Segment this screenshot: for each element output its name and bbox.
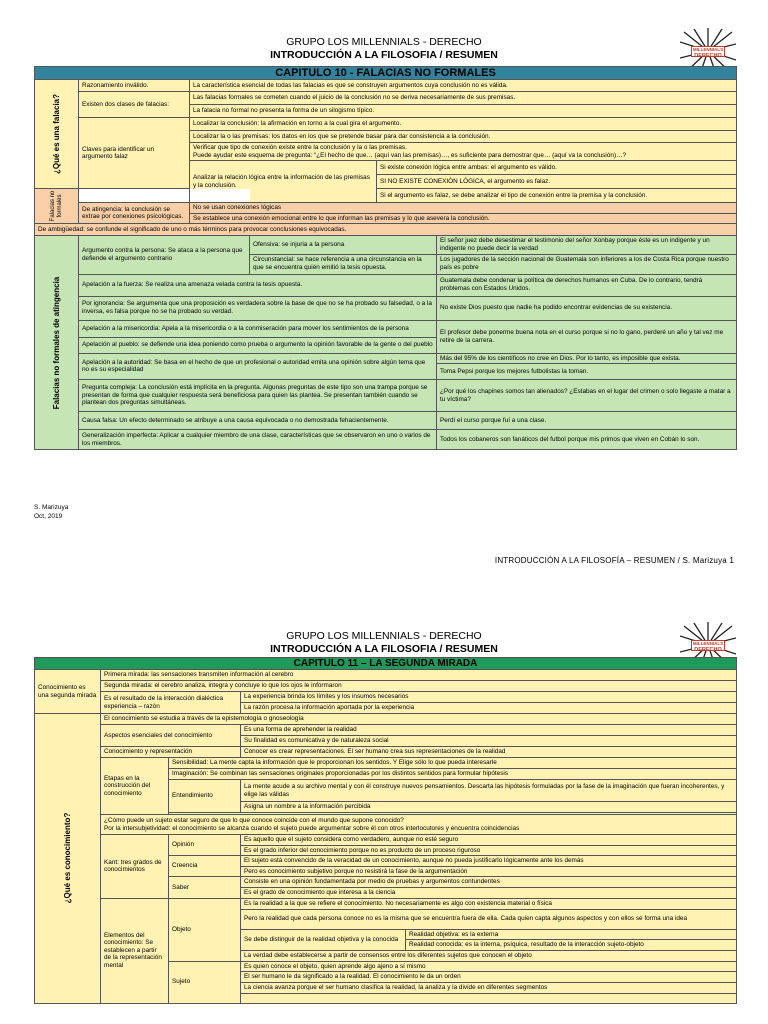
author-block — [34, 503, 68, 521]
conexion-valida: Si existe conexión lógica entre ambas: el argumento es válido. — [377, 161, 737, 175]
causa-falsa: Causa falsa: Un efecto determinado se atribuye a una causa equivocada o no demostrada fehacientemente. — [79, 412, 437, 430]
objeto-d: La verdad debe establecerse a partir de consensos entre los diferentes sujetos que conocen el objeto — [241, 950, 737, 961]
etapas-label: Etapas en la construcción del conocimiento — [101, 758, 169, 815]
sensibilidad: Sensibilidad: La mente capta la información que le proporcionan los sentidos. Y Elige sólo lo que pueda interesarle — [169, 758, 737, 769]
falacia-no-formal-text: La falacia no formal no presenta la forma de un silogismo típico. — [190, 105, 737, 118]
clave-conexion: Verificar que tipo de conexión existe entre la conclusión y la o las premisas. Puede ayudar este esquema de pregunta: “¿El hecho de que… (aquí van las premisas)…, es suficiente para demostrar que… (aquí va la conclusión)…? — [190, 143, 737, 161]
saber-label: Saber — [169, 877, 241, 898]
claves-argumento-falaz-label: Claves para identificar un argumento falaz — [79, 118, 190, 189]
chapter-11-title-row — [35, 658, 737, 670]
experiencia-limites: La experiencia brinda los límites y los insumos necesarios — [241, 692, 737, 703]
epistemologia: El conocimiento se estudia a través de la epistemología o gnoseología — [101, 714, 737, 725]
apelacion-fuerza: Apelación a la fuerza: Se realiza una amenaza velada contra la tesis opuesta. — [79, 274, 437, 296]
page-1-footer: INTRODUCCIÓN A LA FILOSOFÍA – RESUMEN / S. Marizuya 1 — [494, 556, 734, 565]
generalizacion-imperfecta-ejemplo: Todos los cobaneros son fanáticos del futbol porque mis primos que viven en Cobán lo son. — [437, 430, 737, 450]
apelacion-autoridad: Apelación a la autoridad: Se basa en el hecho de que un profesional o autoridad emita una opinión sobre algún tema que no es su especialidad — [79, 353, 437, 380]
sujeto-a: Es quien conoce el objeto, quien aprende algo ajeno a sí mismo — [241, 961, 737, 972]
razonamiento-invalido-text: La característica esencial de todas las falacias es que se construyen argumentos cuya conclusión no es válida. — [190, 80, 737, 92]
page-2 — [0, 620, 768, 1024]
objeto-c-label: Se debe distinguir de la realidad objetiva y la conocida — [241, 929, 406, 950]
creencia-label: Creencia — [169, 856, 241, 877]
page-header — [0, 36, 768, 62]
aspecto-aprehender: Es una forma de aprehender la realidad — [241, 725, 737, 736]
falacias-formales-text: Las falacias formales se cometen cuando el juicio de la conclusión no se deriva necesariamente de sus premisas. — [190, 92, 737, 105]
saber-b: Es el grado de conocimiento que interesa a la ciencia — [241, 887, 737, 898]
entendimiento-nombre: Asigna un nombre a la información percibida — [241, 802, 737, 813]
creencia-b: Pero es conocimiento subjetivo porque no resistirá la fase de la argumentación — [241, 866, 737, 877]
primera-mirada: Primera mirada: las sensaciones transmiten información al cerebro — [101, 670, 737, 681]
course-title: INTRODUCCIÓN A LA FILOSOFIA / RESUMEN — [270, 49, 498, 61]
segunda-mirada-table — [34, 657, 737, 1004]
conocimiento-segunda-mirada-label: Conocimiento es una segunda mirada — [35, 670, 101, 714]
intersubjetividad-block — [101, 815, 737, 835]
realidad-objetiva: Realidad objetiva: es la externa — [406, 929, 737, 940]
representacion-label: Conocimiento y representación — [101, 747, 241, 758]
por-ignorancia: Por ignorancia: Se argumenta que una proposición es verdadera sobre la base de que no se ha probado su falsedad, o a la inversa, es falsa porque no se ha probado su verdad. — [79, 296, 437, 320]
side-que-es-falacia: ¿Qué es una falacia? — [35, 80, 79, 189]
chapter-11-title: CAPITULO 11 – LA SEGUNDA MIRADA — [35, 658, 737, 670]
aspecto-finalidad: Su finalidad es comunicativa y de naturaleza social — [241, 736, 737, 747]
author: S. Marizuya — [34, 504, 69, 511]
logo-badge: MILLENNIALS DERECHO — [692, 47, 724, 59]
interaccion-dialectica-label: Es el resultado de la interacción dialéctica experiencia – razón — [101, 692, 241, 714]
atingencia-label: De atingencia: la conclusión se extrae por conexiones psicológicas. — [79, 203, 190, 224]
opinion-b: Es el grado inferior del conocimiento porque no es producto de un proceso riguroso — [241, 845, 737, 856]
apelacion-pueblo: Apelación al pueblo: se defiende una idea poniendo como prueba o argumento la opinión favorable de la gente o del pueblo — [79, 337, 437, 353]
apelacion-autoridad-ejemplo: Toma Pepsi porque los mejores futbolistas la toman. — [437, 364, 737, 380]
atingencia-text-2: Se establece una conexión emocional entre lo que informan las premisas y lo que asevera la conclusión. — [193, 214, 490, 222]
date: Oct, 2019 — [34, 513, 63, 520]
circunstancial-text: Circunstancial: se hace referencia a una circunstancia en la que se encuentra quién emitió la tesis opuesta. — [250, 254, 437, 274]
representacion-text: Conocer es crear representaciones. El ser humano crea sus representaciones de la realidad — [241, 747, 737, 758]
kant-label: Kant: tres grados de conocimientos — [101, 835, 169, 899]
creencia-a: El sujeto está convencido de la veracidad de un conocimiento, aunque no pueda justificarlo lógicamente ante los demás — [241, 856, 737, 867]
objeto-label: Objeto — [169, 898, 241, 961]
generalizacion-imperfecta: Generalización imperfecta: Aplicar a cualquier miembro de una clase, características que se observaron en uno o varios de los miembros. — [79, 430, 437, 450]
ofensiva-ejemplo: El señor juez debe desestimar el testimonio del señor Xonbay porque éste es un indigente y un indigente no puede decir la verdad — [437, 236, 737, 254]
por-ignorancia-ejemplo: No existe Dios puesto que nadie ha podido encontrar evidencias de su existencia. — [437, 296, 737, 320]
contra-persona-label: Argumento contra la persona: Se ataca a la persona que defiende el argumento contrario — [79, 236, 250, 274]
sujeto-c: La ciencia avanza porque el ser humano clasifica la realidad, la analiza y la divide en diferentes segmentos — [241, 982, 737, 993]
sujeto-b: El ser humano le da significado a la realidad. El conocimiento le da un orden — [241, 972, 737, 983]
causa-falsa-ejemplo: Perdí el curso porque fuí a una clase. — [437, 412, 737, 430]
clave-premisas: Localizar la o las premisas: los datos en los que se pretende basar para dar consistencia a la conclusión. — [190, 131, 737, 143]
page-2-header — [0, 630, 768, 656]
objeto-a: Es la realidad a la que se refiere el conocimiento. No necesariamente es algo con existencia material o física — [241, 898, 737, 909]
chapter-10-title-row — [35, 67, 737, 80]
imaginacion: Imaginación: Se combinan las sensaciones originales proporcionadas por los distintos sentidos para formular hipótesis — [169, 769, 737, 780]
side-falacias-no-formales: Falacias no formales — [35, 189, 79, 224]
entendimiento-label: Entendimiento — [169, 780, 241, 813]
logo-badge-2: MILLENNIALS DERECHO — [692, 641, 724, 653]
atingencia-text-1: No se usan conexiones lógicas — [190, 204, 736, 214]
sujeto-label: Sujeto — [169, 961, 241, 1003]
falacias-table — [34, 66, 737, 450]
group-name-2: GRUPO LOS MILLENNIALS - DERECHO — [286, 630, 482, 642]
analizar-conexion: Si el argumento es falaz, se debe analizar el tipo de conexión entre la premisa y la conclusión. — [377, 189, 737, 203]
elementos-label: Elementos del conocimiento: Se establecen a partir de la representación mental — [101, 898, 169, 1003]
pregunta-sujeto: ¿Cómo puede un sujeto estar seguro de que lo que conoce coincide con el mundo que supone conocido? — [104, 816, 404, 824]
objeto-b: Pero la realidad que cada persona conoce no es la misma que se encuentra fuera de ella. Cada quien capta algunos aspectos y con ellos se forma una idea — [241, 909, 737, 929]
aspectos-esenciales-label: Aspectos esenciales del conocimiento — [101, 725, 241, 747]
ambiguedad-text: De ambigüedad: se confunde el significado de uno o más términos para provocar conclusiones equivocadas. — [35, 224, 737, 236]
course-title-2: INTRODUCCIÓN A LA FILOSOFIA / RESUMEN — [270, 643, 498, 655]
side-que-es-conocimiento: ¿Qué es conocimiento? — [35, 714, 101, 1004]
razonamiento-invalido-label: Razonamiento inválido. — [79, 80, 190, 92]
apelacion-misericordia: Apelación a la misericordia: Apela a la misericordia o a la conmiseración para mover los sentimientos de la persona — [79, 320, 437, 337]
group-name: GRUPO LOS MILLENNIALS - DERECHO — [286, 36, 482, 48]
chapter-10-title: CAPITULO 10 - FALACIAS NO FORMALES — [35, 67, 737, 80]
ofensiva-text: Ofensiva: se injuria a la persona — [250, 236, 437, 254]
side-falacias-atingencia: Falacias no formales de atingencia — [35, 236, 79, 450]
clave-relacion-logica: Analizar la relación lógica entre la información de las premisas y la conclusión. — [190, 161, 377, 203]
realidad-conocida: Realidad conocida: es la interna, psíquica, resultado de la interacción sujeto-objeto — [406, 940, 737, 951]
opinion-label: Opinión — [169, 835, 241, 856]
entendimiento-archivo: La mente acude a su archivo mental y con él construye nuevos pensamientos. Descarta las hipótesis formuladas por la fase de la imaginación que fueran incoherentes, y elige las válidas — [241, 780, 737, 802]
razon-procesa: La razón procesa la información aportada por la experiencia — [241, 703, 737, 714]
apelacion-fuerza-ejemplo: Guatemala debe condenar la política de derechos humanos en Cuba. De lo contrario, tendrá problemas con Estados Unidos. — [437, 274, 737, 296]
conexion-falaz: SI NO EXISTE CONEXIÓN LÓGICA, el argumento es falaz. — [377, 175, 737, 189]
intersubjetividad: Por la intersubjetividad: el conocimiento se alcanza cuando el sujeto puede argumentar sobre él con otros interlocutores y encuentra coincidencias — [104, 824, 520, 832]
apelacion-misericordia-ejemplo: El profesor debe ponerme buena nota en el curso porque si no lo gano, perderé un año y tal vez me retire de la carrera. — [437, 320, 737, 353]
opinion-a: Es aquello que el sujeto considera como verdadero, aunque no esté seguro — [241, 835, 737, 846]
clave-conclusion: Localizar la conclusión: la afirmación en torno a la cual gira el argumento. — [190, 118, 737, 131]
pregunta-compleja-ejemplo: ¿Por qué los chapines somos tan alienados? ¿Estabas en el lugar del crimen o solo llegaste a matar a tu víctima? — [437, 380, 737, 412]
apelacion-pueblo-ejemplo: Más del 95% de los científicos no cree en Dios. Por lo tanto, es imposible que exista. — [437, 353, 737, 364]
pregunta-compleja: Pregunta compleja: La conclusión está implícita en la pregunta. Algunas preguntas de este tipo son una trampa porque se presentan de forma que cualquier respuesta será beneficiosa para quien las plantea. Se presentan también cuando se plantean dos preguntas simultáneas. — [79, 380, 437, 412]
saber-a: Consiste en una opinión fundamentada por medio de pruebas y argumentos contundentes — [241, 877, 737, 888]
segunda-mirada: Segunda mirada: el cerebro analiza, integra y concluye lo que los ojos le informaron — [101, 681, 737, 692]
clases-falacias-label: Existen dos clases de falacias: — [79, 92, 190, 118]
circunstancial-ejemplo: Los jugadores de la sección nacional de Guatemala son inferiores a los de Costa Rica porque nuestro país es pobre — [437, 254, 737, 274]
